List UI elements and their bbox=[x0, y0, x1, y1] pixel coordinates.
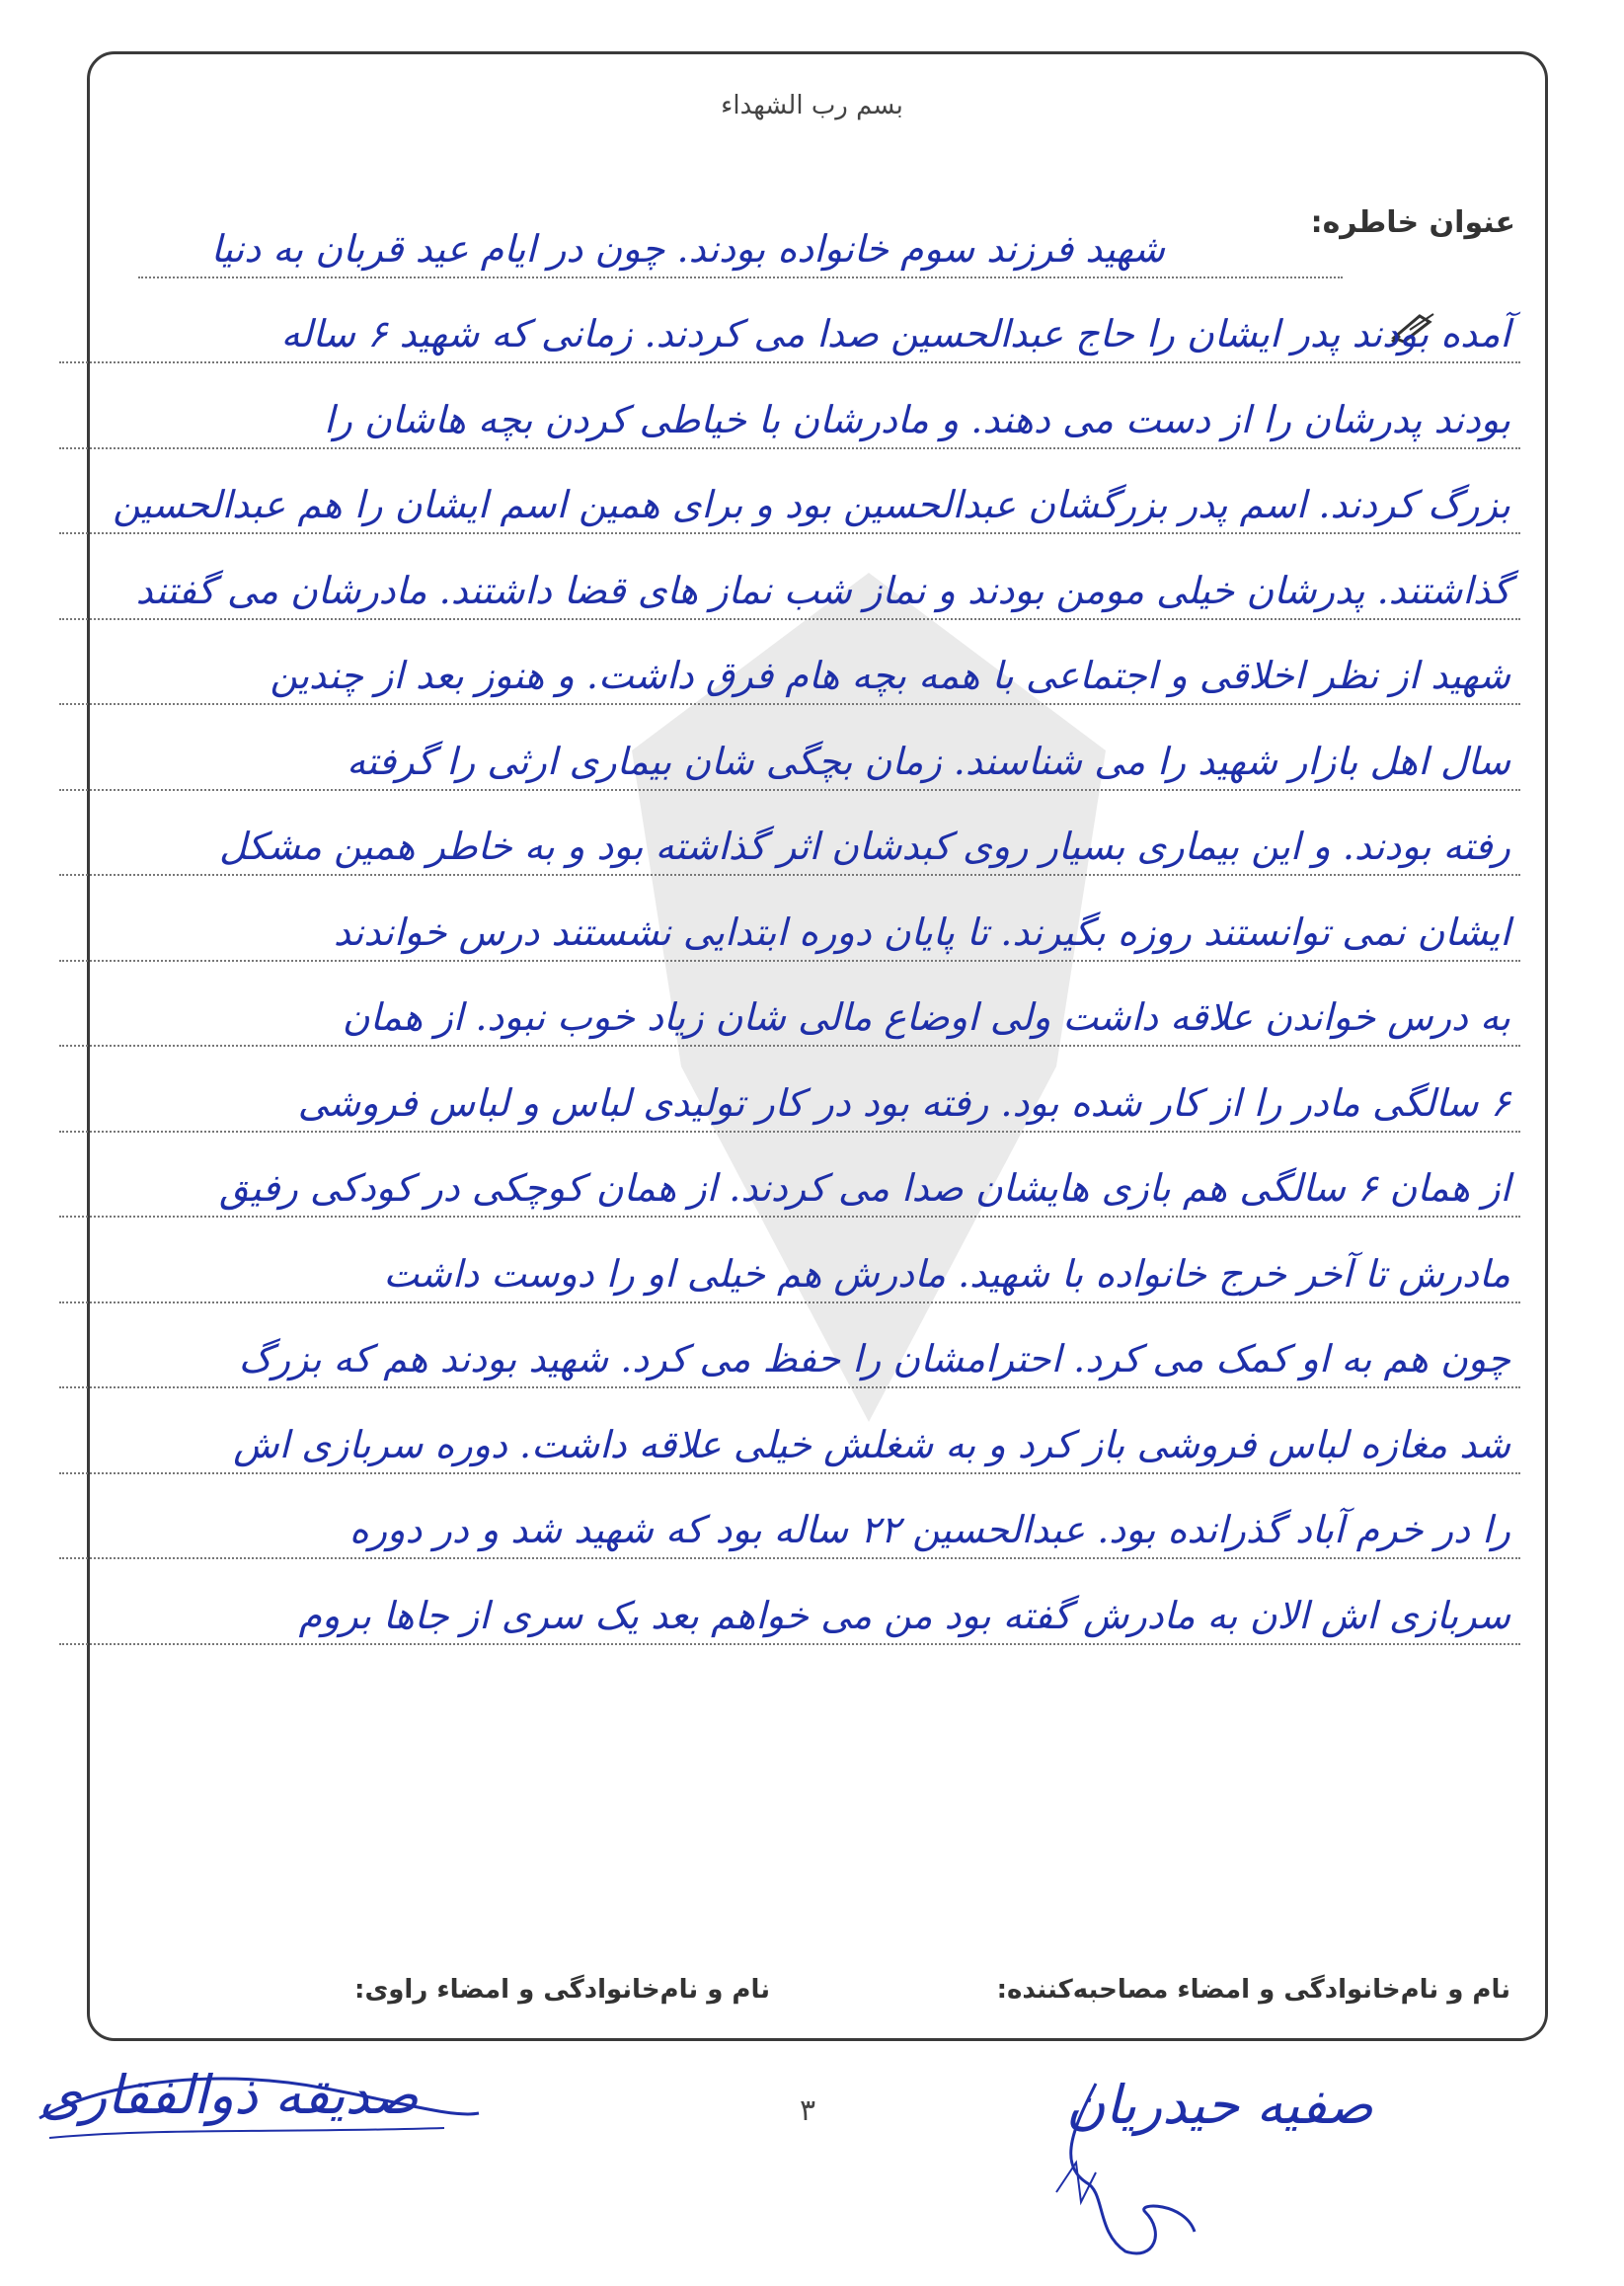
handwritten-line: آمده بودند پدر ایشان را حاج عبدالحسین صدا می کردند. زمانی که شهید ۶ ساله bbox=[280, 312, 1510, 355]
interviewer-signature-mark bbox=[1037, 2064, 1234, 2261]
handwritten-line: شهید فرزند سوم خانواده بودند. چون در ایام عید قربان به دنیا bbox=[210, 226, 1165, 271]
ruled-line bbox=[59, 876, 1520, 962]
ruled-line bbox=[59, 1218, 1520, 1303]
handwritten-line: را در خرم آباد گذرانده بود. عبدالحسین ۲۲ ساله بود که شهید شد و در دوره bbox=[348, 1508, 1510, 1551]
ruled-line bbox=[59, 1559, 1520, 1645]
handwritten-line: بودند پدرشان را از دست می دهند. و مادرشان با خیاطی کردن بچه هاشان را bbox=[323, 397, 1510, 441]
narrator-signature-label: نام و نام‌خانوادگی و امضاء راوی: bbox=[354, 1975, 770, 2005]
handwritten-line: رفته بودند. و این بیماری بسیار روی کبدشان اثر گذاشته بود و به خاطر همین مشکل bbox=[218, 825, 1510, 868]
handwritten-line: ایشان نمی توانستند روزه بگیرند. تا پایان دوره ابتدایی نشستند درس خواندند bbox=[333, 909, 1510, 954]
ruled-line bbox=[59, 962, 1520, 1048]
memoir-title-label: عنوان خاطره: bbox=[1310, 205, 1515, 240]
ruled-line bbox=[59, 449, 1520, 535]
handwritten-line: چون هم به او کمک می کرد. احترامشان را حفظ می کرد. شهید بودند هم که بزرگ bbox=[238, 1337, 1510, 1380]
memoir-lines bbox=[59, 193, 1520, 1645]
handwritten-line: سربازی اش الان به مادرش گفته بود من می خواهم بعد یک سری از جاها بروم bbox=[298, 1593, 1510, 1637]
interviewer-signature-label: نام و نام‌خانوادگی و امضاء مصاحبه‌کننده: bbox=[996, 1975, 1510, 2005]
page-header bbox=[0, 91, 1624, 120]
ruled-line bbox=[59, 791, 1520, 877]
ruled-line bbox=[59, 1047, 1520, 1133]
ruled-line bbox=[59, 1474, 1520, 1560]
handwritten-line: بزرگ کردند. اسم پدر بزرگشان عبدالحسین بود و برای همین اسم ایشان را هم عبدالحسین bbox=[113, 483, 1510, 526]
ruled-line bbox=[59, 705, 1520, 791]
ruled-line bbox=[59, 1133, 1520, 1219]
interviewer-signature: صفیه حیدریان bbox=[1066, 2074, 1373, 2136]
handwritten-line: مادرش تا آخر خرج خانواده با شهید. مادرش هم خیلی او را دوست داشت bbox=[383, 1251, 1510, 1296]
page-number: ۳ bbox=[800, 2093, 816, 2128]
ruled-line bbox=[59, 278, 1520, 364]
ruled-line bbox=[59, 534, 1520, 620]
handwritten-line: شهید از نظر اخلاقی و اجتماعی با همه بچه هام فرق داشت. و هنوز بعد از چندین bbox=[270, 654, 1510, 697]
handwritten-line: گذاشتند. پدرشان خیلی مومن بودند و نماز شب نماز های قضا داشتند. مادرشان می گفتند bbox=[135, 568, 1510, 612]
handwritten-line: از همان ۶ سالگی هم بازی هایشان صدا می کردند. از همان کوچکی در کودکی رفیق bbox=[219, 1166, 1510, 1210]
handwritten-line: ۶ سالگی مادر را از کار شده بود. رفته بود در کار تولیدی لباس و لباس فروشی bbox=[297, 1080, 1510, 1125]
ruled-line bbox=[59, 620, 1520, 706]
narrator-signature: صدیقه ذوالفقاری bbox=[39, 2064, 419, 2126]
ruled-line bbox=[59, 1388, 1520, 1474]
ruled-line bbox=[59, 1303, 1520, 1389]
handwritten-line: شد مغازه لباس فروشی باز کرد و به شغلش خیلی علاقه داشت. دوره سربازی اش bbox=[233, 1422, 1510, 1466]
ruled-line bbox=[59, 363, 1520, 449]
ruled-line bbox=[138, 193, 1343, 278]
basmala-heading: بسم رب الشهداء bbox=[721, 91, 903, 120]
handwritten-line: سال اهل بازار شهید را می شناسند. زمان بچگی شان بیماری ارثی را گرفته bbox=[347, 739, 1510, 783]
handwritten-line: به درس خواندن علاقه داشت ولی اوضاع مالی شان زیاد خوب نبود. از همان bbox=[342, 995, 1510, 1039]
